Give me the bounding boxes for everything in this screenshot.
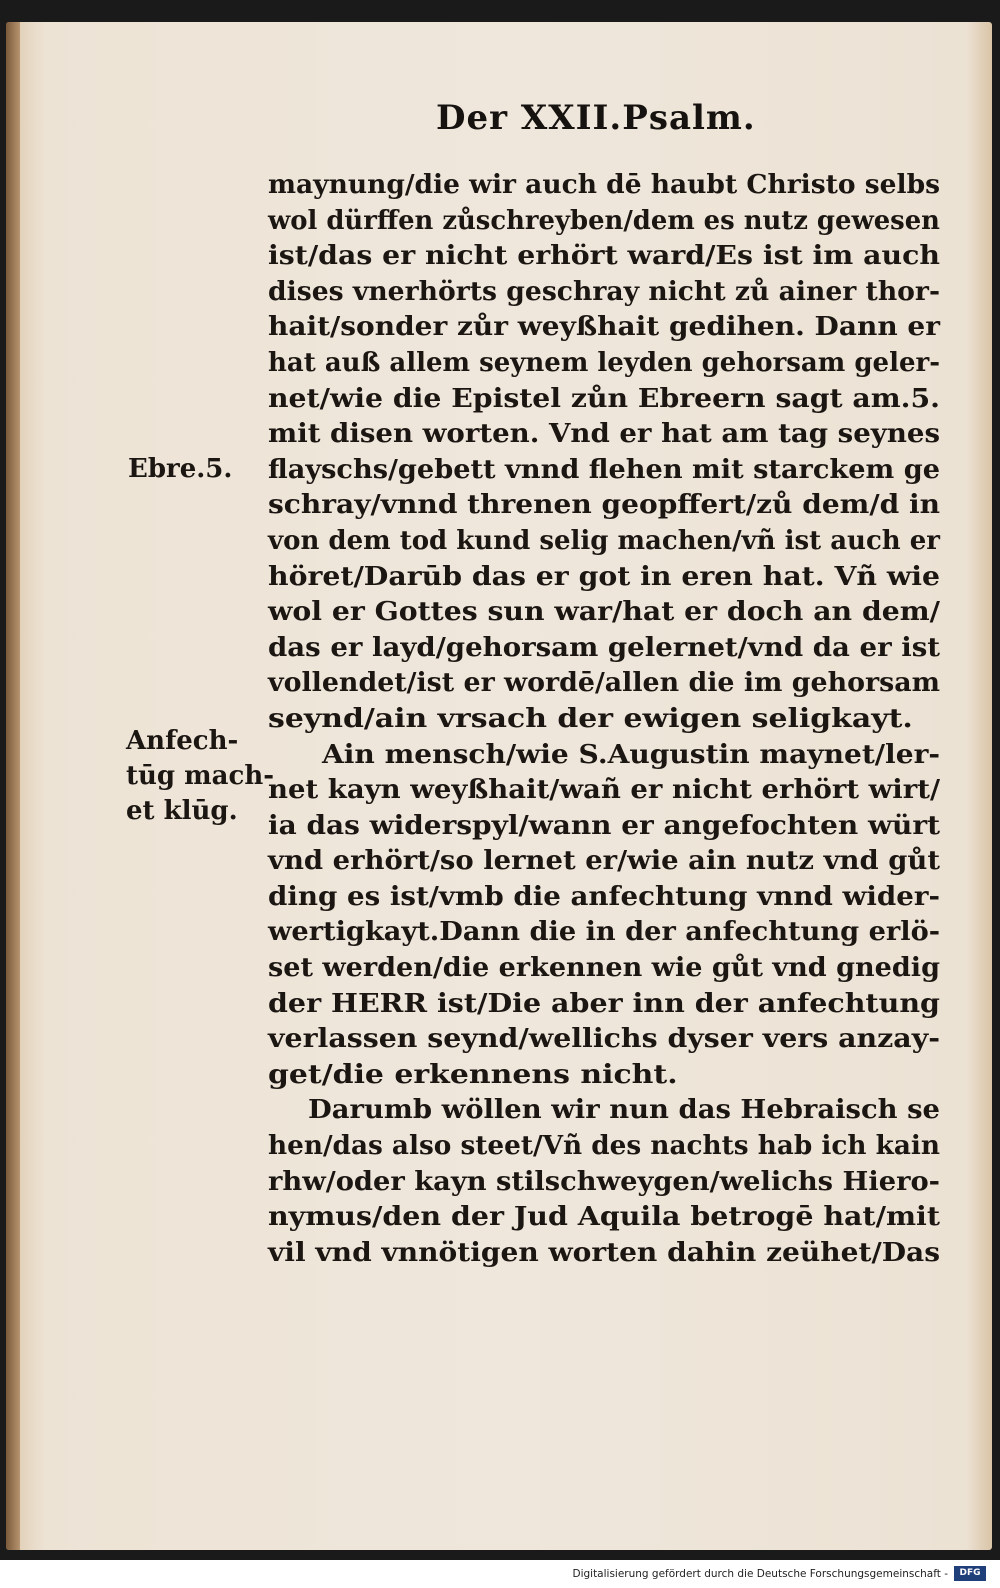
- text-line: ia das widerspyl/wann er angefochten würt: [268, 810, 940, 841]
- margin-note-ebre: Ebre.5.: [128, 454, 233, 484]
- text-line: net kayn weyßhait/wañ er nicht erhört wirt/: [268, 775, 940, 806]
- text-line: dises vnerhörts geschray nicht zů ainer thor-: [268, 276, 940, 307]
- text-line: wol dürffen zůschreyben/dem es nutz gewesen: [268, 205, 940, 236]
- page-binding-edge: [6, 22, 20, 1550]
- text-line: Darumb wöllen wir nun das Hebraisch se: [308, 1095, 940, 1126]
- text-line: verlassen seynd/wellichs dyser vers anzay-: [268, 1024, 940, 1055]
- margin-note-line: tūg mach-: [126, 761, 275, 791]
- text-line: wertigkayt.Dann die in der anfechtung erlö-: [268, 917, 940, 948]
- footer-bar: [0, 1560, 1000, 1588]
- text-line: ding es ist/vmb die anfechtung vnnd wider-: [268, 881, 940, 912]
- text-line: von dem tod kund selig machen/vñ ist auch er: [268, 525, 940, 556]
- text-line: hat auß allem seynem leyden gehorsam geler-: [268, 347, 940, 378]
- text-line: ist/das er nicht erhört ward/Es ist im auch: [268, 241, 940, 272]
- margin-note-line: Anfech-: [126, 726, 239, 756]
- text-line: schray/vnnd threnen geopffert/zů dem/d in: [268, 490, 940, 521]
- text-line: der HERR ist/Die aber inn der anfechtung: [268, 988, 940, 1019]
- text-line: nymus/den der Jud Aquila betrogē hat/mit: [268, 1202, 941, 1233]
- margin-note-line: et klūg.: [126, 796, 238, 826]
- text-line: vnd erhört/so lernet er/wie ain nutz vnd gůt: [268, 846, 940, 877]
- text-line: get/die erkennens nicht.: [268, 1059, 678, 1090]
- dfg-logo: DFG: [954, 1566, 986, 1581]
- running-header: Der XXII.Psalm.: [436, 98, 756, 138]
- text-line: net/wie die Epistel zůn Ebreern sagt am.5.: [268, 383, 940, 414]
- body-text: [268, 168, 948, 1271]
- funding-credit: Digitalisierung gefördert durch die Deutsche Forschungsgemeinschaft -: [572, 1568, 948, 1580]
- text-line: seynd/ain vrsach der ewigen seligkayt.: [268, 703, 913, 734]
- text-line: höret/Darūb das er got in eren hat. Vñ wie: [268, 561, 941, 592]
- text-line: mit disen worten. Vnd er hat am tag seynes: [268, 419, 940, 450]
- margin-note-anfechtung: [126, 724, 274, 829]
- text-line: maynung/die wir auch dē haubt Christo selbs: [268, 170, 940, 200]
- text-line: Ain mensch/wie S.Augustin maynet/ler-: [322, 739, 940, 770]
- text-line: rhw/oder kayn stilschweygen/welichs Hiero-: [268, 1166, 940, 1197]
- text-line: hen/das also steet/Vñ des nachts hab ich kain: [268, 1131, 940, 1162]
- text-line: das er layd/gehorsam gelernet/vnd da er ist: [268, 632, 940, 663]
- text-line: vil vnd vnnötigen worten dahin zeühet/Das: [268, 1237, 940, 1268]
- text-line: flayschs/gebett vnnd flehen mit starckem ge: [268, 454, 940, 485]
- text-line: set werden/die erkennen wie gůt vnd gnedig: [268, 953, 940, 984]
- text-line: hait/sonder zůr weyßhait gedihen. Dann er: [268, 312, 940, 343]
- text-line: wol er Gottes sun war/hat er doch an dem/: [268, 597, 940, 628]
- text-line: vollendet/ist er wordē/allen die im gehorsam: [268, 668, 940, 699]
